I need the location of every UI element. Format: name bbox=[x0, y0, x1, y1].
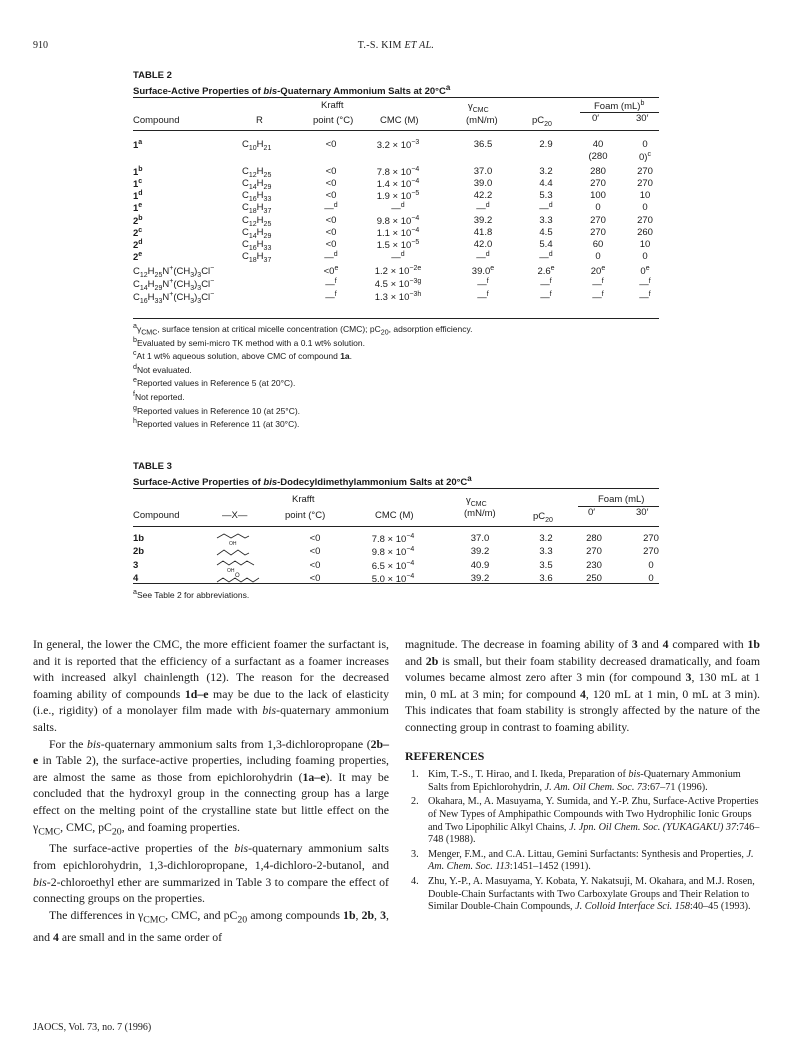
table2-header-gamma-unit: (mN/m) bbox=[466, 115, 498, 126]
table2-cell-foam0: 280 bbox=[590, 166, 606, 177]
references-list bbox=[405, 769, 760, 914]
table2-cell-pc20: 2.9 bbox=[539, 139, 553, 150]
table2-cell-krafft: —$^d$ bbox=[324, 202, 338, 215]
table2-cell-cmc: $3.2 \times 10^{-3}$ bbox=[376, 139, 420, 152]
table3-cell-krafft: <0 bbox=[309, 560, 321, 571]
table2-cell-foam0: 270 bbox=[590, 227, 606, 238]
table2-cell-foam0: 20e bbox=[590, 265, 606, 278]
svg-text:OH: OH bbox=[227, 568, 235, 573]
table3-cell-pc20: 3.6 bbox=[539, 573, 553, 584]
table2-cell-compound: $C_{16}H_{33}N^+(CH_3)_3Cl^-$ bbox=[133, 291, 215, 306]
table3-cell-pc20: 3.2 bbox=[539, 533, 553, 544]
table2-header-cmc: CMC (M) bbox=[380, 115, 419, 126]
table3-cell-gamma: 40.9 bbox=[470, 560, 490, 571]
left-paragraph-2: For the bis-quaternary ammonium salts from 1,3-dichloropropane (2b–e in Table 2), the surface-active properties, including foaming properties, are almost the same as those from epichlorohydrin (1a–e). It may be concluded that the hydroxyl group in the connecting group has a large effect on the melting point of the crystalline state but little effect on the $\gamma_{CMC}$, CMC, $pC_{20}$, and foaming properties. bbox=[33, 736, 389, 837]
table2-cell-compound: 1$^c$ bbox=[133, 178, 143, 191]
table2-cell-pc20: 5.4 bbox=[539, 239, 553, 250]
table3-header-krafft: Krafft bbox=[292, 494, 315, 505]
table2-cell-gamma: 41.8 bbox=[473, 227, 493, 238]
left-paragraph-1: In general, the lower the CMC, the more efficient foamer the surfactant is, and it is reported that the efficiency of a surfactant as a foamer increases with increased alkyl chainlength (12). The reason for the decreased foaming ability of compounds 1d–e may be due to the lack of elasticity (i.e., rigidity) of a monolayer film made with bis-quaternary ammonium salts. bbox=[33, 637, 389, 734]
table2-cell-gamma: 37.0 bbox=[473, 166, 493, 177]
table2-cell-compound: 1$^b$ bbox=[133, 166, 143, 179]
table2-cell-compound: 2$^b$ bbox=[133, 215, 143, 228]
left-paragraph-4: The differences in $\gamma_{CMC}$, CMC, and $pC_{20}$ among compounds 1b, 2b, 3, and 4 are small and in the same order of bbox=[33, 907, 389, 944]
table2-cell-pc20: —$^f$ bbox=[540, 278, 552, 291]
table2-header-rule bbox=[133, 130, 659, 131]
table2-cell-gamma: —$^f$ bbox=[477, 278, 489, 291]
table2-footnote: $^a\gamma_{CMC}$, surface tension at critical micelle concentration (CMC); $pC_{20}$, adsorption efficiency. bbox=[133, 322, 473, 337]
table2-cell-cmc: $9.8 \times 10^{-4}$ bbox=[376, 215, 420, 228]
table3-cell-krafft: <0 bbox=[309, 546, 321, 557]
table2-cell-cmc: $1.2 \times 10^{-2e}$ bbox=[374, 265, 422, 278]
table2-cell-gamma: 39.0 bbox=[473, 178, 493, 189]
table2-cell-foam30: 10 bbox=[639, 190, 651, 201]
table3-cell-foam30: 270 bbox=[643, 533, 659, 544]
table2-cell-foam0: (280 bbox=[588, 151, 608, 162]
table2-header-krafft-unit: point (°C) bbox=[313, 115, 354, 126]
table3-cell-compound: 1b bbox=[133, 533, 145, 544]
table2-bottom-rule bbox=[133, 318, 659, 319]
reference-1: 1. Kim, T.-S., T. Hirao, and I. Ikeda, Preparation of bis-Quaternary Ammonium Salts from Epichlorohydrin, J. Am. Oil Chem. Soc. 73:67–71 (1996). bbox=[411, 769, 741, 793]
table2-cell-foam0: 270 bbox=[590, 215, 606, 226]
table2-cell-compound: 2$^d$ bbox=[133, 239, 143, 252]
table2-cell-r: $C_{16}H_{33}$ bbox=[242, 190, 272, 203]
table2-footnote: $^e$Reported values in Reference 5 (at 20°C). bbox=[133, 376, 296, 389]
page-number: 910 bbox=[33, 40, 48, 51]
table2-cell-pc20: 2.6e bbox=[537, 265, 555, 278]
table3-cell-foam0: 250 bbox=[586, 573, 602, 584]
table2-cell-foam0: 0 bbox=[595, 202, 601, 213]
table2-cell-krafft: <0 bbox=[325, 227, 337, 238]
table3-header-gamma: $\gamma_{CMC}$ bbox=[466, 495, 487, 508]
table2-cell-foam30: 0)$^c$ bbox=[639, 151, 651, 164]
table3-header-x: —X— bbox=[222, 510, 248, 521]
table3-cell-gamma: 37.0 bbox=[470, 533, 490, 544]
table2-header-foam-30: 30′ bbox=[636, 113, 649, 124]
table2-cell-foam30: —$^f$ bbox=[639, 291, 651, 304]
table2-cell-compound: $C_{14}H_{29}N^+(CH_3)_3Cl^-$ bbox=[133, 278, 215, 293]
table2-cell-pc20: —$^f$ bbox=[540, 291, 552, 304]
table2-cell-compound: 2e bbox=[133, 251, 143, 264]
table3-header-foam-0: 0′ bbox=[588, 507, 596, 518]
table3-label: TABLE 3 bbox=[133, 461, 172, 472]
table2-cell-cmc: $1.1 \times 10^{-4}$ bbox=[376, 227, 420, 240]
right-paragraph-1: magnitude. The decrease in foaming ability of 3 and 4 compared with 1b and 2b is small, but their foam stability decreased dramatically, and foam volumes became almost zero after 3 min (for compound 3, 130 mL at 1 min, 0 mL at 3 min; for compound 4, 120 mL at 1 min, 0 mL at 3 min). This indicates that foam stability is strongly affected by the nature of the connecting group in contrast to foaming ability. bbox=[405, 637, 761, 734]
table3-cell-foam0: 280 bbox=[586, 533, 602, 544]
left-paragraph-3: The surface-active properties of the bis-quaternary ammonium salts from epichlorohydrin, 1,3-dichloropropane, 1,4-dichloro-2-butanol, and bis-2-chloroethyl ether are summarized in Table 3 to compare the effect of connecting groups on the properties. bbox=[33, 841, 389, 906]
table2-cell-foam0: —$^f$ bbox=[592, 278, 604, 291]
table2-label: TABLE 2 bbox=[133, 70, 172, 81]
references-heading: REFERENCES bbox=[405, 748, 485, 763]
table2-cell-r: $C_{18}H_{37}$ bbox=[242, 251, 272, 264]
table2-footnote: $^f$Not reported. bbox=[133, 390, 185, 402]
table3-cell-cmc: $6.5 \times 10^{-4}$ bbox=[371, 560, 415, 573]
table2-cell-cmc: $4.5 \times 10^{-3g}$ bbox=[374, 278, 422, 291]
table3-top-rule bbox=[133, 488, 659, 489]
table3-cell-pc20: 3.3 bbox=[539, 546, 553, 557]
table2-footnote: $^g$Reported values in Reference 10 (at 25°C). bbox=[133, 403, 301, 416]
table2-cell-gamma: —$^d$ bbox=[476, 202, 490, 215]
table2-cell-cmc: $1.5 \times 10^{-5}$ bbox=[376, 239, 420, 252]
table2-cell-gamma: —$^f$ bbox=[477, 291, 489, 304]
table3-cell-cmc: $5.0 \times 10^{-4}$ bbox=[371, 573, 415, 586]
table2-cell-foam0: 270 bbox=[590, 178, 606, 189]
table2-footnote: $^d$Not evaluated. bbox=[133, 362, 192, 375]
table2-cell-gamma: 39.0e bbox=[471, 265, 495, 278]
table3-cell-foam30: 270 bbox=[643, 546, 659, 557]
table2-cell-cmc: —$^d$ bbox=[391, 251, 405, 264]
table2-cell-krafft: <0 bbox=[325, 178, 337, 189]
table3-cell-foam0: 230 bbox=[586, 560, 602, 571]
table2-header-foam: Foam (mL)$^b$ bbox=[594, 100, 645, 113]
table2-cell-foam30: 270 bbox=[637, 215, 653, 226]
table2-cell-foam30: 0 bbox=[642, 139, 648, 150]
table2-header-foam-0: 0′ bbox=[592, 113, 600, 124]
table2-cell-krafft: —$^f$ bbox=[325, 291, 337, 304]
table3-cell-compound: 2b bbox=[133, 546, 145, 557]
table3-header-cmc: CMC (M) bbox=[375, 510, 414, 521]
table2-cell-foam30: 10 bbox=[639, 239, 651, 250]
table2-cell-pc20: 5.3 bbox=[539, 190, 553, 201]
table3-header-foam: Foam (mL) bbox=[598, 494, 645, 505]
table2-cell-pc20: 3.3 bbox=[539, 215, 553, 226]
table3-header-rule bbox=[133, 526, 659, 527]
table2-cell-foam0: 40 bbox=[592, 139, 604, 150]
reference-3: 3. Menger, F.M., and C.A. Littau, Gemini Surfactants: Synthesis and Properties, J. Am. Chem. Soc. 113:1451–1452 (1991). bbox=[411, 848, 754, 873]
table2-header-r: R bbox=[256, 115, 263, 126]
table2-cell-gamma: 42.2 bbox=[473, 190, 493, 201]
table3-cell-cmc: $7.8 \times 10^{-4}$ bbox=[371, 533, 415, 546]
table3-cell-foam30: 0 bbox=[648, 560, 654, 571]
table2-cell-krafft: <0 bbox=[325, 190, 337, 201]
table2-cell-compound: 1e bbox=[133, 202, 143, 215]
table3-cell-compound: 3 bbox=[133, 560, 139, 571]
table2-cell-r: $C_{14}H_{29}$ bbox=[242, 227, 272, 240]
table2-cell-krafft: <0 bbox=[325, 139, 337, 150]
table3-cell-gamma: 39.2 bbox=[470, 573, 490, 584]
table3-bottom-rule bbox=[133, 583, 659, 584]
table2-cell-foam30: 0e bbox=[640, 265, 650, 278]
table2-cell-cmc: —$^d$ bbox=[391, 202, 405, 215]
journal-footer: JAOCS, Vol. 73, no. 7 (1996) bbox=[33, 1022, 152, 1033]
table3-cell-foam0: 270 bbox=[586, 546, 602, 557]
table2-cell-compound: $C_{12}H_{25}N^+(CH_3)_3Cl^-$ bbox=[133, 265, 215, 280]
table2-cell-foam30: 0 bbox=[642, 202, 648, 213]
table2-cell-cmc: $1.9 \times 10^{-5}$ bbox=[376, 190, 420, 203]
table2-footnote: $^c$At 1 wt% aqueous solution, above CMC of compound 1a. bbox=[133, 349, 353, 362]
table2-cell-gamma: 39.2 bbox=[473, 215, 493, 226]
table2-footnote: $^h$Reported values in Reference 11 (at 30°C). bbox=[133, 417, 300, 430]
table2-cell-compound: 1$^d$ bbox=[133, 190, 143, 203]
table2-cell-foam0: 60 bbox=[592, 239, 604, 250]
table3-cell-compound: 4 bbox=[133, 573, 139, 584]
table2-cell-r: $C_{12}H_{25}$ bbox=[242, 215, 272, 228]
table2-cell-compound: 2$^c$ bbox=[133, 227, 143, 240]
table2-cell-pc20: 4.4 bbox=[539, 178, 553, 189]
table2-cell-cmc: $1.3 \times 10^{-3h}$ bbox=[374, 291, 422, 304]
table2-header-gamma: $\gamma_{CMC}$ bbox=[468, 101, 489, 114]
table2-cell-pc20: —$^d$ bbox=[539, 251, 553, 264]
table2-cell-krafft: <0 bbox=[325, 166, 337, 177]
table2-cell-pc20: —$^d$ bbox=[539, 202, 553, 215]
table3-cell-cmc: $9.8 \times 10^{-4}$ bbox=[371, 546, 415, 559]
table3-cell-krafft: <0 bbox=[309, 533, 321, 544]
table3-header-krafft-unit: point (°C) bbox=[285, 510, 326, 521]
table3-header-pc20: $pC_{20}$ bbox=[533, 511, 553, 524]
table2-cell-krafft: —$^d$ bbox=[324, 251, 338, 264]
table2-cell-krafft: —$^f$ bbox=[325, 278, 337, 291]
table2-cell-r: $C_{14}H_{29}$ bbox=[242, 178, 272, 191]
table2-cell-foam30: 270 bbox=[637, 166, 653, 177]
table2-cell-cmc: $1.4 \times 10^{-4}$ bbox=[376, 178, 420, 191]
table2-cell-foam30: 0 bbox=[642, 251, 648, 262]
table3-footnote: $^a$See Table 2 for abbreviations. bbox=[133, 588, 250, 600]
table2-cell-r: $C_{10}H_{21}$ bbox=[242, 139, 272, 152]
table2-cell-gamma: 42.0 bbox=[473, 239, 493, 250]
table3-header-foam-30: 30′ bbox=[636, 507, 649, 518]
table2-cell-compound: 1$^a$ bbox=[133, 139, 143, 152]
table3-header-gamma-unit: (mN/m) bbox=[464, 508, 496, 519]
table2-header-compound: Compound bbox=[133, 115, 180, 126]
reference-4: 4. Zhu, Y.-P., A. Masuyama, Y. Kobata, Y. Nakatsuji, M. Okahara, and M.J. Rosen, Double-Chain Surfactants with Two Carboxylate Groups and Their Relation to Similar Double-Chain Compounds, J. Colloid Interface Sci. 158:40–45 (1993). bbox=[411, 875, 755, 913]
table2-cell-pc20: 4.5 bbox=[539, 227, 553, 238]
table2-cell-r: $C_{18}H_{37}$ bbox=[242, 202, 272, 215]
table2-cell-foam0: 100 bbox=[590, 190, 606, 201]
table2-cell-krafft: $<0^e$ bbox=[323, 265, 339, 278]
table2-footnote: $^b$Evaluated by semi-micro TK method with a 0.1 wt% solution. bbox=[133, 335, 365, 348]
table3-cell-pc20: 3.5 bbox=[539, 560, 553, 571]
table2-cell-foam0: —$^f$ bbox=[592, 291, 604, 304]
svg-text:OH: OH bbox=[229, 541, 237, 546]
table2-cell-pc20: 3.2 bbox=[539, 166, 553, 177]
table3-cell-foam30: 0 bbox=[648, 573, 654, 584]
table2-cell-gamma: 36.5 bbox=[473, 139, 493, 150]
right-column bbox=[405, 636, 760, 916]
table2-top-rule bbox=[133, 97, 659, 98]
running-head: T.-S. KIM ET AL. bbox=[357, 40, 435, 51]
table2-cell-gamma: —$^d$ bbox=[476, 251, 490, 264]
table2-cell-cmc: $7.8 \times 10^{-4}$ bbox=[376, 166, 420, 179]
table2-header-krafft: Krafft bbox=[321, 100, 344, 111]
table2-cell-foam30: 260 bbox=[637, 227, 653, 238]
svg-text:O: O bbox=[235, 573, 240, 579]
table2-cell-krafft: <0 bbox=[325, 215, 337, 226]
table3-title: Surface-Active Properties of bis-Dodecyldimethylammonium Salts at $20^\circ C^a$ bbox=[133, 474, 472, 489]
table2-header-pc20: $pC_{20}$ bbox=[532, 115, 552, 128]
left-column bbox=[33, 636, 389, 945]
table2-cell-foam0: 0 bbox=[595, 251, 601, 262]
table2-title: Surface-Active Properties of bis-Quaternary Ammonium Salts at $20^\circ C^a$ bbox=[133, 83, 451, 98]
table2-cell-foam30: 270 bbox=[637, 178, 653, 189]
table3-cell-krafft: <0 bbox=[309, 573, 321, 584]
table2-cell-foam30: —$^f$ bbox=[639, 278, 651, 291]
table3-cell-gamma: 39.2 bbox=[470, 546, 490, 557]
table2-cell-krafft: <0 bbox=[325, 239, 337, 250]
table2-cell-r: $C_{16}H_{33}$ bbox=[242, 239, 272, 252]
table2-cell-r: $C_{12}H_{25}$ bbox=[242, 166, 272, 179]
reference-2: 2. Okahara, M., A. Masuyama, Y. Sumida, and Y.-P. Zhu, Surface-Active Properties of New Types of Amphipathic Compounds with Two Hydrophilic Ionic Groups and Two Lipophilic Alkyl Chains, J. Jpn. Oil Chem. Soc. (YUKAGAKU) 37:746–748 (1988). bbox=[411, 796, 760, 846]
table3-header-compound: Compound bbox=[133, 510, 180, 521]
